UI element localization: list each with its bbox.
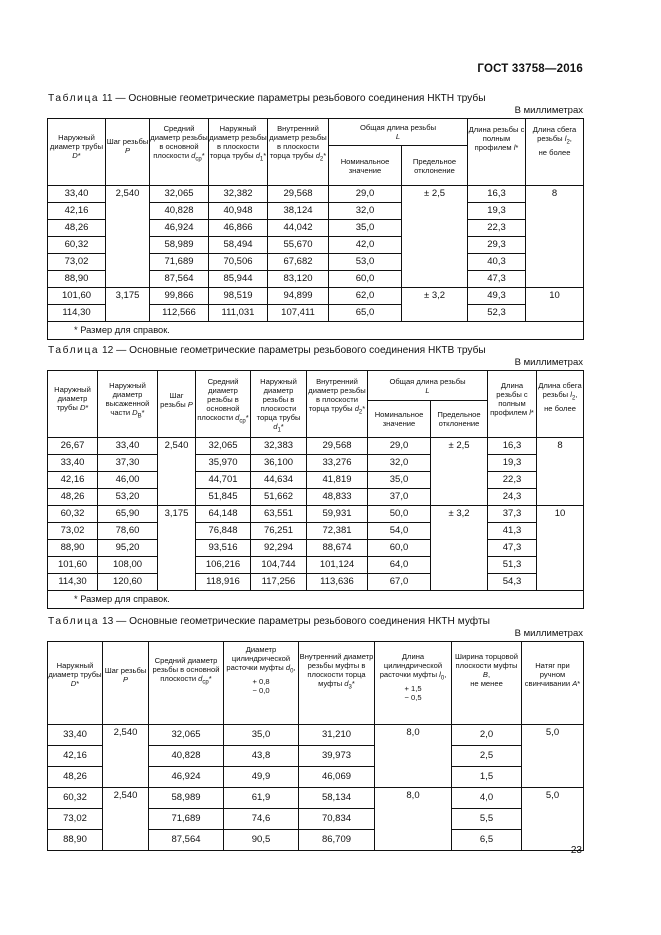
t13-h-D: Наружный диаметр трубы D* (48, 642, 103, 725)
t13-pitch-2: 2,540 (103, 788, 149, 851)
table-row: 42,16 46,00 44,701 44,634 41,819 35,0 22,3 (48, 472, 584, 489)
t13-h-P: Шаг резьбы P (103, 642, 149, 725)
table-row: 33,40 2,540 32,065 32,382 29,568 29,0 ± 2,5 16,3 8 (48, 186, 584, 203)
t11-h-l2: Длина сбега резьбы $l_2$, не более (526, 119, 584, 186)
table-row: 26,67 33,40 2,540 32,065 32,383 29,568 29,0 ± 2,5 16,3 8 (48, 438, 584, 455)
t13-l0-2: 8,0 (375, 788, 452, 851)
table11-caption (48, 93, 486, 104)
t13-h-l0: Длина цилиндрической расточки муфты $l_0$, + 1,5 − 0,5 (375, 642, 452, 725)
table12-caption (48, 345, 486, 356)
t12-pitch-1: 2,540 (158, 438, 196, 506)
t11-runout-2: 10 (526, 288, 584, 322)
t11-h-P: Шаг резьбы P (106, 119, 150, 186)
t13-A-1: 5,0 (522, 725, 584, 788)
table-row: 33,40 2,540 32,065 35,0 31,210 8,0 2,0 5,0 (48, 725, 584, 746)
table-row: 60,32 58,989 58,494 55,670 42,0 29,3 (48, 237, 584, 254)
table13-title: 13 — Основные геометрические параметры резьбового соединения НКТН муфты (102, 616, 490, 627)
table11-units: В миллиметрах (514, 105, 583, 116)
table-row: 60,32 2,540 58,989 61,9 58,134 8,0 4,0 5,0 (48, 788, 584, 809)
table-row: 73,02 71,689 74,6 70,834 5,5 (48, 809, 584, 830)
t11-h-lp: Длина резьбы с полным профилем l* (468, 119, 526, 186)
t12-h-DB: Наружный диаметр высаженной части $D_В*$ (98, 371, 158, 438)
t12-pitch-2: 3,175 (158, 506, 196, 591)
t13-h-B: Ширина торцовой плоскости муфты B, не менее (452, 642, 522, 725)
table13-label: Таблица (48, 616, 100, 627)
document-header: ГОСТ 33758—2016 (477, 63, 583, 75)
t12-h-dev: Предельное отклонение (431, 401, 488, 438)
table-row: 88,90 87,564 85,944 83,120 60,0 47,3 (48, 271, 584, 288)
table-row: 60,32 65,90 3,175 64,148 63,551 59,931 50,0 ± 3,2 37,3 10 (48, 506, 584, 523)
t13-h-d3: Внутренний диаметр резьбы муфты в плоскости торца муфты $d_3*$ (299, 642, 375, 725)
t13-A-2: 5,0 (522, 788, 584, 851)
t11-h-L: Общая длина резьбы L (329, 119, 468, 146)
t11-tol-1: ± 2,5 (402, 186, 468, 288)
t12-h-P: Шаг резьбы P (158, 371, 196, 438)
t12-runout-1: 8 (537, 438, 584, 506)
t12-tol-1: ± 2,5 (431, 438, 488, 506)
table-row: 73,02 78,60 76,848 76,251 72,381 54,0 41,3 (48, 523, 584, 540)
table13 (47, 641, 584, 851)
t13-h-d0: Диаметр цилиндрической расточки муфты $d_0$, + 0,8 − 0,0 (224, 642, 299, 725)
table-row: 88,90 87,564 90,5 86,709 6,5 (48, 830, 584, 851)
table-row: 101,60 108,00 106,216 104,744 101,124 64,0 51,3 (48, 557, 584, 574)
t11-pitch-1: 2,540 (106, 186, 150, 288)
table13-caption (48, 616, 490, 627)
table12-label: Таблица (48, 345, 100, 356)
table12-title: 12 — Основные геометрические параметры резьбового соединения НКТВ трубы (102, 345, 486, 356)
table-row: 48,26 53,20 51,845 51,662 48,833 37,0 24,3 (48, 489, 584, 506)
page-number: 23 (570, 845, 582, 856)
table-row: 88,90 95,20 93,516 92,294 88,674 60,0 47,3 (48, 540, 584, 557)
t12-h-l2: Длина сбега резьбы $l_2$, не более (537, 371, 584, 438)
t11-h-d1: Наружный диаметр резьбы в плоскости торца трубы $d_1*$ (209, 119, 268, 186)
t12-h-dsr: Средний диаметр резьбы в основной плоскости $d_{ср}*$ (196, 371, 251, 438)
t11-runout-1: 8 (526, 186, 584, 288)
table12 (47, 370, 584, 609)
t12-h-d2: Внутренний диаметр резьбы в плоскости торца трубы $d_2*$ (307, 371, 368, 438)
table-row: 114,30 120,60 118,916 117,256 113,636 67,0 54,3 (48, 574, 584, 591)
t12-tol-2: ± 3,2 (431, 506, 488, 591)
table12-units: В миллиметрах (514, 357, 583, 368)
t11-tol-2: ± 3,2 (402, 288, 468, 322)
t12-runout-2: 10 (537, 506, 584, 591)
t13-l0-1: 8,0 (375, 725, 452, 788)
table11-label: Таблица (48, 93, 100, 104)
t13-pitch-1: 2,540 (103, 725, 149, 788)
table-row: 73,02 71,689 70,506 67,682 53,0 40,3 (48, 254, 584, 271)
table-row: 42,16 40,828 40,948 38,124 32,0 19,3 (48, 203, 584, 220)
table-row: 114,30 112,566 111,031 107,411 65,0 52,3 (48, 305, 584, 322)
table-row: 48,26 46,924 49,9 46,069 1,5 (48, 767, 584, 788)
table13-units: В миллиметрах (514, 628, 583, 639)
t12-h-nom: Номинальное значение (368, 401, 431, 438)
t13-h-A: Натяг при ручном свинчивании A* (522, 642, 584, 725)
t11-h-nom: Номинальное значение (329, 146, 402, 186)
t11-footnote: * Размер для справок. (48, 322, 584, 340)
table-row: 33,40 37,30 35,970 36,100 33,276 32,0 19,3 (48, 455, 584, 472)
table-row: 48,26 46,924 46,866 44,042 35,0 22,3 (48, 220, 584, 237)
table11-title: 11 — Основные геометрические параметры резьбового соединения НКТН трубы (102, 93, 486, 104)
t12-h-lp: Длина резьбы с полным профилем l* (488, 371, 537, 438)
t12-footnote: * Размер для справок. (48, 591, 584, 609)
t12-h-d1: Наружный диаметр резьбы в плоскости торца трубы $d_1*$ (251, 371, 307, 438)
t11-h-d2: Внутренний диаметр резьбы в плоскости торца трубы $d_2*$ (268, 119, 329, 186)
t13-h-dsr: Средний диаметр резьбы в основной плоскости $d_{ср}*$ (149, 642, 224, 725)
t11-h-D: Наружный диаметр трубы D* (48, 119, 106, 186)
t11-pitch-2: 3,175 (106, 288, 150, 322)
table11 (47, 118, 584, 340)
t11-h-dsr: Средний диаметр резьбы в основной плоскости $d_{ср}*$ (150, 119, 209, 186)
t11-h-dev: Предельное отклонение (402, 146, 468, 186)
table-row: 101,60 3,175 99,866 98,519 94,899 62,0 ± 3,2 49,3 10 (48, 288, 584, 305)
t12-h-L: Общая длина резьбы L (368, 371, 488, 401)
table-row: 42,16 40,828 43,8 39,973 2,5 (48, 746, 584, 767)
t12-h-D: Наружный диаметр трубы D* (48, 371, 98, 438)
